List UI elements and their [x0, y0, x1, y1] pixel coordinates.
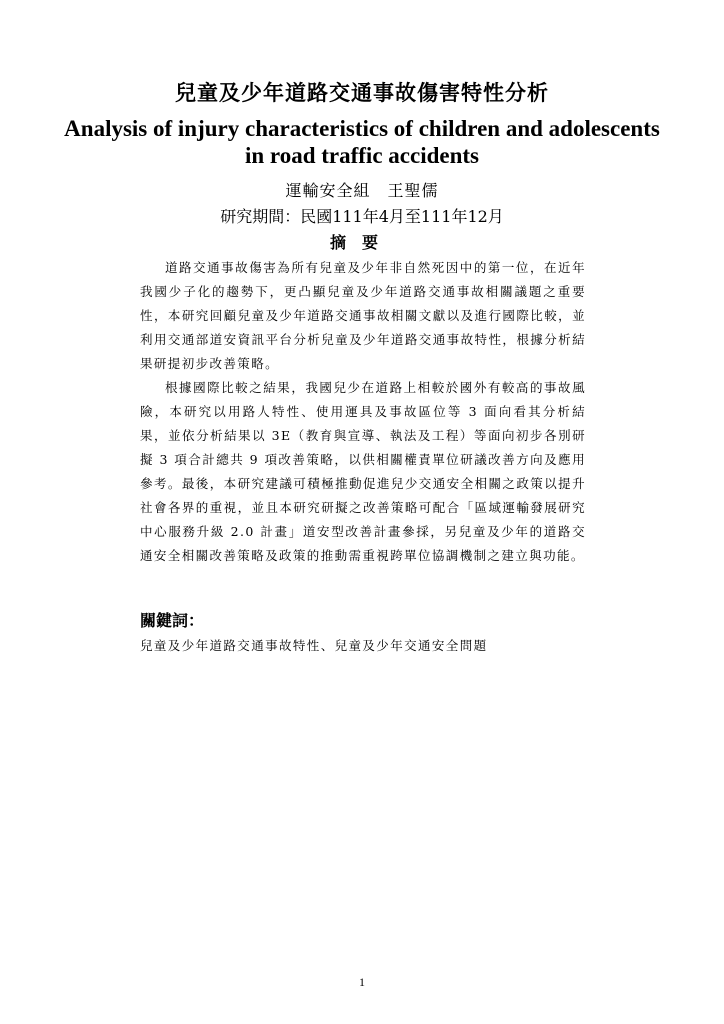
abstract-paragraph: 道路交通事故傷害為所有兒童及少年非自然死因中的第一位，在近年我國少子化的趨勢下，更凸顯兒童及少年道路交通事故相關議題之重要性，本研究回顧兒童及少年道路交通事故相關文獻以及進行國際比較，並利用交通部道安資訊平台分析兒童及少年道路交通事故特性，根據分析結果研提初步改善策略。	[140, 260, 586, 371]
keywords: 兒童及少年道路交通事故特性、兒童及少年交通安全問題	[140, 638, 488, 653]
keywords-label: 關鍵詞：	[140, 611, 205, 630]
abstract-heading: 摘要	[329, 233, 394, 252]
research-period: 研究期間：民國111年4月至111年12月	[220, 207, 504, 226]
abstract-body	[140, 256, 586, 568]
title-english: Analysis of injury characteristics of children and adolescents in road traffic accidents	[64, 116, 660, 168]
author-line: 運輸安全組 王聖儒	[285, 181, 439, 200]
abstract-paragraph: 根據國際比較之結果，我國兒少在道路上相較於國外有較高的事故風險，本研究以用路人特性、使用運具及事故區位等 3 面向看其分析結果，並依分析結果以 3E（教育與宣導、執法及工程）等面向初步各別研擬 3 項合計總共 9 項改善策略，以供相關權責單位研議改善方向及應用參考。最後，本研究建議可積極推動促進兒少交通安全相關之政策以提升社會各界的重視，並且本研究研擬之改善策略可配合「區域運輸發展研究中心服務升級 2.0 計畫」道安型改善計畫參採，另兒童及少年的道路交通安全相關改善策略及政策的推動需重視跨單位協調機制之建立與功能。	[140, 380, 586, 563]
page-number: 1	[359, 975, 365, 989]
title-chinese: 兒童及少年道路交通事故傷害特性分析	[175, 80, 549, 105]
